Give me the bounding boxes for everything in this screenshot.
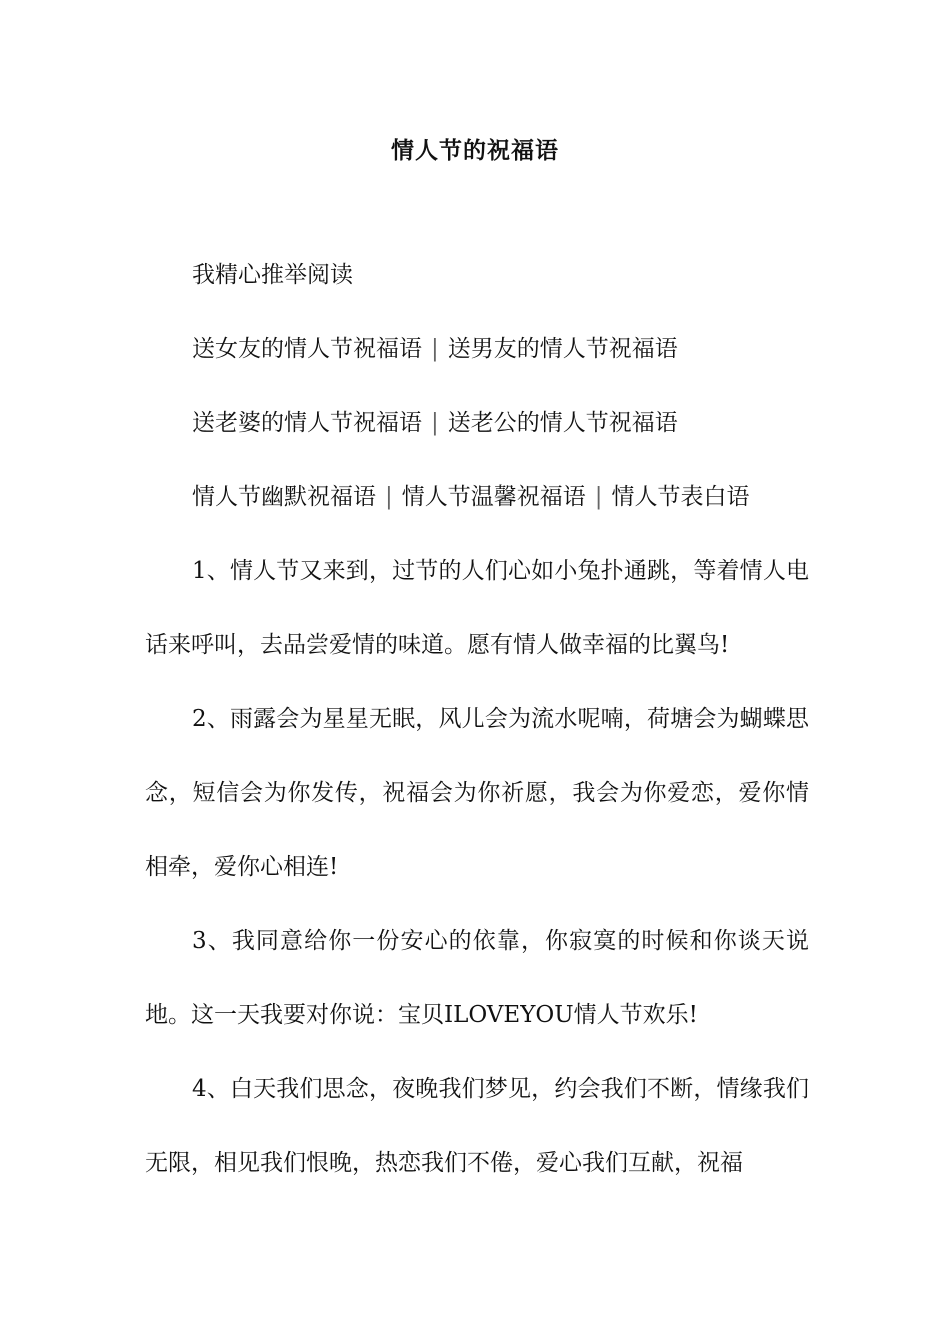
- paragraph-3: 3、我同意给你一份安心的依靠，你寂寞的时候和你谈天说地。这一天我要对你说：宝贝ILOVEYOU情人节欢乐!: [145, 928, 809, 1028]
- intro-text: 我精心推举阅读: [192, 262, 353, 288]
- paragraph-2: 2、雨露会为星星无眠，风儿会为流水呢喃，荷塘会为蝴蝶思念，短信会为你发传，祝福会为你祈愿，我会为你爱恋，爱你情相牵，爱你心相连!: [145, 706, 809, 880]
- link-separator: |: [594, 484, 603, 510]
- link-row-3: [145, 460, 809, 534]
- link-warm-wishes[interactable]: 情人节温馨祝福语: [401, 484, 586, 510]
- link-separator: |: [431, 410, 439, 436]
- paragraph-4: 4、白天我们思念，夜晚我们梦见，约会我们不断，情缘我们无限，相见我们恨晚，热恋我们不倦，爱心我们互献，祝福: [145, 1076, 809, 1176]
- link-row-2: [145, 386, 809, 460]
- document-body: [145, 238, 809, 1200]
- link-separator: |: [385, 484, 393, 510]
- link-wife-wishes[interactable]: 送老婆的情人节祝福语: [192, 410, 422, 436]
- link-girlfriend-wishes[interactable]: 送女友的情人节祝福语: [192, 336, 422, 362]
- link-boyfriend-wishes[interactable]: 送男友的情人节祝福语: [447, 336, 678, 362]
- link-confession[interactable]: 情人节表白语: [611, 484, 750, 510]
- link-humor-wishes[interactable]: 情人节幽默祝福语: [192, 484, 376, 510]
- link-separator: |: [431, 336, 439, 362]
- paragraph-1: 1、情人节又来到，过节的人们心如小兔扑通跳，等着情人电话来呼叫，去品尝爱情的味道。愿有情人做幸福的比翼鸟!: [145, 558, 809, 658]
- document-title: 情人节的祝福语: [391, 137, 559, 164]
- link-row-1: [145, 312, 809, 386]
- link-husband-wishes[interactable]: 送老公的情人节祝福语: [447, 410, 678, 436]
